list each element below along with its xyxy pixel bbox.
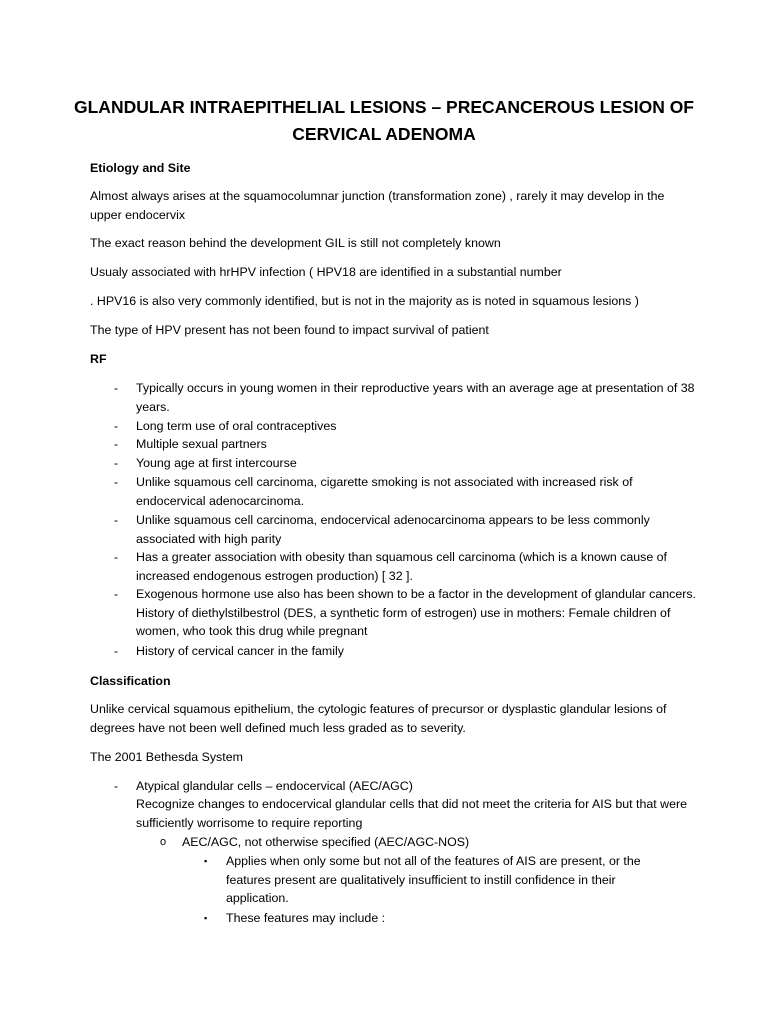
heading-rf: RF (90, 352, 107, 366)
rf-item: Young age at first intercourse (136, 456, 297, 470)
paragraph-hpv16: . HPV16 is also very commonly identified, but is not in the majority as is noted in squamous lesions ) (90, 294, 639, 308)
heading-bethesda: The 2001 Bethesda System (90, 750, 243, 764)
paragraph-junction: Almost always arises at the squamocolumnar junction (transformation zone) , rarely it may develop in the upper endocervix (90, 189, 665, 222)
bullet-dash: - (114, 779, 119, 793)
sub-sub-item: Applies when only some but not all of the features of AIS are present, or the features present are qualitatively insufficient to instill confidence in their application. (226, 854, 641, 905)
sub-sub-item: These features may include : (226, 911, 386, 925)
bullet-dash: - (114, 475, 119, 489)
bullet-square: ▪ (204, 913, 208, 923)
paragraph-classification: Unlike cervical squamous epithelium, the cytologic features of precursor or dysplastic glandular lesions of degrees have not been well defined much less graded as to severity. (90, 702, 667, 735)
bullet-dash: - (114, 550, 119, 564)
heading-classification: Classification (90, 674, 171, 688)
bethesda-item-text: Recognize changes to endocervical glandular cells that did not meet the criteria for AIS but that were sufficiently worrisome to require reporting (136, 797, 688, 830)
rf-item: Multiple sexual partners (136, 437, 267, 451)
heading-etiology: Etiology and Site (90, 161, 191, 175)
rf-item: Unlike squamous cell carcinoma, cigarette smoking is not associated with increased risk of endocervical adenocarcinoma. (136, 475, 633, 508)
paragraph-exact-reason: The exact reason behind the development GIL is still not completely known (90, 236, 501, 250)
bullet-dash: - (114, 587, 119, 601)
bullet-dash: - (114, 437, 119, 451)
sub-item: AEC/AGC, not otherwise specified (AEC/AGC-NOS) (182, 835, 470, 849)
rf-item: Unlike squamous cell carcinoma, endocervical adenocarcinoma appears to be less commonly associated with high parity (136, 513, 650, 546)
paragraph-hrhpv: Usualy associated with hrHPV infection ( HPV18 are identified in a substantial number (90, 265, 562, 279)
bullet-dash: - (114, 419, 119, 433)
bullet-dash: - (114, 381, 119, 395)
rf-item: Typically occurs in young women in their reproductive years with an average age at presentation of 38 years. (136, 381, 695, 414)
bullet-circle: o (160, 836, 167, 848)
rf-item: Has a greater association with obesity than squamous cell carcinoma (which is a known cause of increased endogenous estrogen production) [ 32 ]. (136, 550, 667, 583)
bullet-dash: - (114, 456, 119, 470)
bullet-square: ▪ (204, 856, 208, 866)
document-title: GLANDULAR INTRAEPITHELIAL LESIONS – PRECANCEROUS LESION OF CERVICAL ADENOMA (74, 97, 694, 144)
bullet-dash: - (114, 513, 119, 527)
bullet-dash: - (114, 644, 119, 658)
rf-item: Exogenous hormone use also has been shown to be a factor in the development of glandular cancers. History of diethylstilbestrol (DES, a synthetic form of estrogen) use in mothers: Female children of women, who took this drug while pregnant (136, 587, 697, 638)
bethesda-item: Atypical glandular cells – endocervical (AEC/AGC) (136, 779, 413, 793)
rf-item: Long term use of oral contraceptives (136, 419, 337, 433)
rf-item: History of cervical cancer in the family (136, 644, 344, 658)
paragraph-hpv-type: The type of HPV present has not been found to impact survival of patient (90, 323, 489, 337)
